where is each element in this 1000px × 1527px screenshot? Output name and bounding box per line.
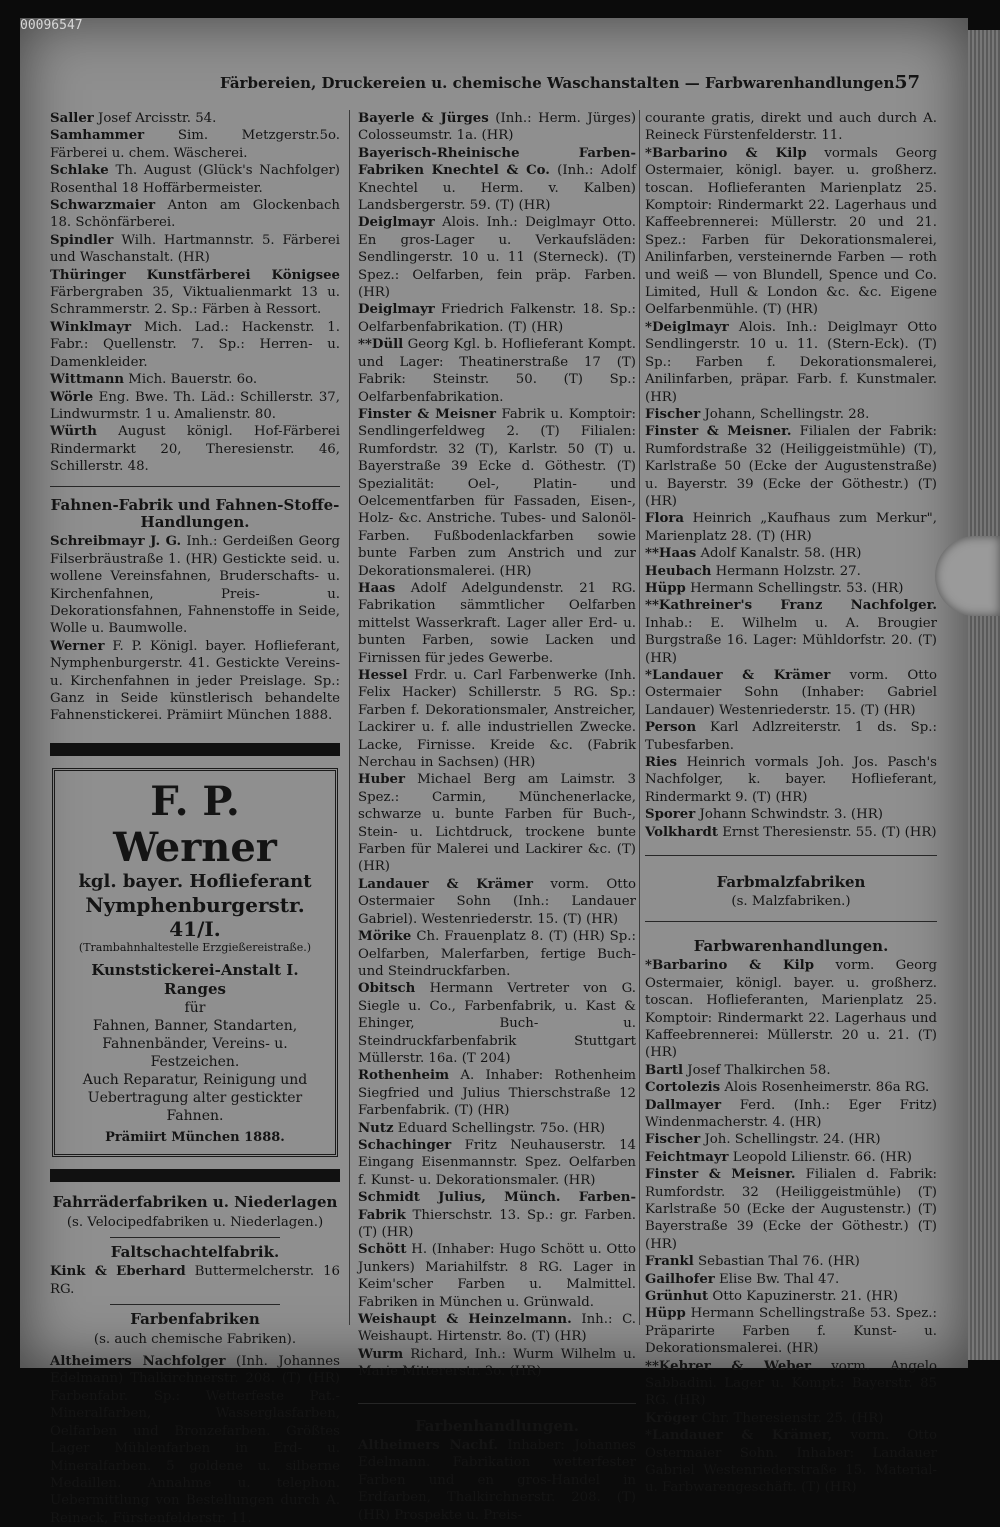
entry-name: Flora	[645, 511, 684, 527]
entry-list	[50, 110, 340, 476]
directory-entry	[645, 1288, 937, 1305]
entry-text: Richard, Inh.: Wurm Wilhelm u. Marie Mittererstr. 3o. (HR)	[358, 1346, 636, 1380]
entry-name: Bayerisch-Rheinische Farben-Fabriken Knechtel & Co.	[358, 145, 636, 179]
entry-text: Sebastian Thal 76. (HR)	[698, 1254, 860, 1270]
divider	[110, 1237, 280, 1238]
entry-name: Kink & Eberhard	[50, 1264, 186, 1280]
entry-text: courante gratis, direkt und auch durch A. Reineck Fürstenfelderstr. 11.	[645, 111, 937, 144]
ad-products: Fahnen, Banner, Standarten, Fahnenbänder, Vereins- u. Festzeichen.	[92, 1017, 298, 1070]
entry-name: Rothenheim	[358, 1068, 450, 1084]
entry-text: Eng. Bwe. Th. Läd.: Schillerstr. 37, Lindwurmstr. 1 u. Amalienstr. 80.	[50, 389, 340, 422]
column-2	[358, 110, 636, 1524]
directory-entry	[358, 336, 636, 406]
directory-entry	[50, 162, 340, 197]
section-note: (s. Malzfabriken.)	[731, 894, 851, 910]
entry-text: Filialen der Fabrik: Rumfordstraße 32 (Heiliggeistmühle) (T), Karlstraße 50 (Ecke der Augustenstraße) u. Bayerstr. 39 (Ecke der Göthestr.) (T) (HR)	[645, 424, 938, 509]
header-title: Färbereien, Druckereien u. chemische Waschanstalten — Farbwarenhandlungen.	[220, 74, 900, 92]
entry-name: Deiglmayr	[358, 215, 435, 231]
entry-text: vorm. Otto Ostermaier Sohn. Inhaber: Landauer Gabriel Westenriederstraße 15. Material- u. Farbwarengeschäft. (T) (HR)	[645, 1428, 937, 1496]
entry-text: Hermann Holzstr. 27.	[715, 563, 861, 579]
directory-entry	[645, 806, 937, 823]
section-note: (s. Velocipedfabriken u. Niederlagen.)	[66, 1214, 324, 1230]
directory-entry	[645, 510, 937, 545]
directory-entry	[645, 1131, 937, 1148]
directory-entry	[645, 1271, 937, 1288]
entry-text: Chr. Theresienstr. 25. (HR)	[701, 1410, 884, 1426]
directory-page	[20, 18, 968, 1526]
entry-name: Bartl	[645, 1062, 684, 1078]
entry-text: Fritz Neuhauserstr. 14 Eingang Eisenmannstr. Spez. Oelfarben f. Kunst- u. Dekorationsmaler. (HR)	[358, 1137, 636, 1188]
directory-entry	[50, 319, 340, 371]
werner-advertisement	[52, 768, 338, 1157]
entry-name: Dallmayer	[645, 1097, 722, 1113]
directory-entry	[50, 127, 340, 162]
entry-name: Schwarzmaier	[50, 198, 156, 214]
ad-award: Prämiirt München 1888.	[105, 1129, 285, 1145]
entry-name: Landauer & Krämer	[358, 876, 533, 892]
section-heading: Faltschachtelfabrik.	[110, 1243, 280, 1262]
directory-entry	[645, 754, 937, 806]
directory-entry	[50, 638, 340, 725]
running-header	[220, 74, 920, 92]
entry-name: Bayerle & Jürges	[358, 111, 489, 126]
entry-text: Alois Rosenheimerstr. 86a RG.	[724, 1080, 930, 1096]
directory-entry	[358, 406, 636, 580]
directory-entry	[645, 597, 937, 667]
entry-name: Cortolezis	[645, 1080, 721, 1096]
entry-name: Fischer	[645, 1132, 701, 1148]
entry-name: Saller	[50, 111, 94, 126]
directory-entry	[358, 1137, 636, 1189]
entry-text: Sim. Metzgerstr.5o. Färberei u. chem. Wäscherei.	[50, 128, 340, 161]
section-heading: Farbenhandlungen.	[414, 1416, 580, 1435]
column-divider	[349, 110, 350, 1325]
section-note: (s. auch chemische Fabriken).	[93, 1331, 297, 1347]
entry-list	[50, 1263, 340, 1298]
entry-text: vorm. Georg Ostermaier, königl. bayer. u. großherz. toscan. Hoflieferanten, Marienplatz 25. Komptoir: Rindermarkt 22. Lagerhaus und Kaffeebrennerei: Müllerstr. 20 u. 21. (T) (HR)	[645, 958, 937, 1061]
entry-text: Inhaber: Johannes Edelmann. Fabrikation wetterfester Farben und en gros-Handel in Erdfarben, Thalkirchnerstr. 208. (T) (HR) Prospekte u. Preis-	[358, 1438, 636, 1523]
directory-entry	[358, 876, 636, 928]
entry-text: Eduard Schellingstr. 75o. (HR)	[397, 1120, 606, 1136]
directory-entry	[358, 1437, 636, 1524]
entry-text: Joh. Schellingstr. 24. (HR)	[704, 1132, 881, 1148]
entry-text: Otto Kapuzinerstr. 21. (HR)	[712, 1289, 899, 1304]
entry-name: Hüpp	[645, 580, 686, 596]
directory-entry	[645, 1305, 937, 1357]
ad-tram-note: (Trambahnhaltestelle Erzgießereistraße.)	[78, 940, 312, 954]
divider	[50, 486, 340, 487]
entry-name: Winklmayr	[50, 319, 132, 335]
directory-entry	[645, 957, 937, 1061]
entry-name: Sporer	[645, 807, 696, 823]
entry-name: Nutz	[358, 1120, 394, 1136]
entry-text: Th. August (Glück's Nachfolger) Rosenthal 18 Hoffärbermeister.	[50, 163, 340, 196]
entry-name: Finster & Meisner.	[645, 1167, 796, 1183]
entry-name: **Kathreiner's Franz Nachfolger.	[645, 598, 937, 614]
entry-list	[645, 110, 937, 841]
entry-text: Heinrich „Kaufhaus zum Merkur", Marienplatz 28. (T) (HR)	[645, 511, 937, 544]
directory-entry	[645, 423, 937, 510]
entry-name: Deiglmayr	[358, 302, 435, 318]
entry-text: Adolf Kanalstr. 58. (HR)	[700, 546, 862, 562]
directory-entry	[645, 1166, 937, 1253]
directory-entry	[358, 110, 636, 145]
section-heading: Farbwarenhandlungen.	[693, 936, 889, 955]
directory-entry	[358, 1189, 636, 1241]
entry-name: Mörike	[358, 929, 412, 945]
entry-list	[50, 533, 340, 724]
entry-list	[645, 957, 937, 1497]
entry-name: **Haas	[645, 546, 697, 562]
entry-text: Ernst Theresienstr. 55. (T) (HR)	[722, 824, 937, 840]
entry-text: Josef Arcisstr. 54.	[98, 111, 217, 126]
entry-list	[358, 1437, 636, 1524]
entry-text: Anton am Glockenbach 18. Schönfärberei.	[50, 198, 340, 231]
entry-name: Spindler	[50, 232, 114, 248]
directory-entry	[358, 580, 636, 667]
ad-company-name: F. P. Werner	[113, 777, 277, 871]
entry-name: Schmidt Julius, Münch. Farben-Fabrik	[358, 1190, 636, 1223]
directory-entry	[50, 232, 340, 267]
entry-name: Wörle	[50, 389, 94, 405]
column-3	[645, 110, 937, 1497]
ad-tagline: Kunststickerei-Anstalt I. Ranges	[91, 960, 299, 998]
entry-name: Schlake	[50, 163, 109, 179]
entry-text: vorm. Angelo Sabbadini. Lager u. Kompt.: Bayerstr. 85 RG. (HR)	[645, 1358, 937, 1409]
entry-text: Michael Berg am Laimstr. 3 Spez.: Carmin, Münchenerlacke, schwarze u. bunte Farben für Buch-, Stein- u. Lichtdruck, trockene bunte Farben für Malerei und Lackirer &c. (T) (HR)	[358, 772, 636, 875]
entry-name: Thüringer Kunstfärberei Königsee	[50, 267, 340, 283]
directory-entry	[645, 545, 937, 562]
entry-name: *Barbarino & Kilp	[645, 958, 814, 974]
entry-text: Alois. Inh.: Deiglmayr Otto Sendlingerstr. 10 u. 11. (Stern-Eck). (T) Sp.: Farben f. Dekorationsmalerei, Anilinfarben, präpar. Farb. f. Kunstmaler. (HR)	[645, 319, 937, 405]
entry-text: H. (Inhaber: Hugo Schött u. Otto Junkers) Mariahilfstr. 8 RG. Lager in Keim'scher Farben u. Malmittel. Fabriken in München u. Grünwald.	[358, 1242, 636, 1310]
directory-entry	[645, 667, 937, 719]
directory-entry	[645, 824, 937, 841]
entry-text: Inh.: Gerdeißen Georg Filserbräustraße 1. (HR) Gestickte seid. u. wollene Vereinsfahnen, Bruderschafts- u. Kirchenfahnen, Preis- u. Dekorationsfahnen, Fahnenstoffe in Seide, Wolle u. Baumwolle.	[50, 534, 340, 637]
directory-entry	[645, 406, 937, 423]
entry-text: Friedrich Falkenstr. 18. Sp.: Oelfarbenfabrikation. (T) (HR)	[358, 302, 636, 335]
entry-text: Alois. Inh.: Deiglmayr Otto. En gros-Lager u. Verkaufsläden: Sendlingerstr. 10 u. 11 (Sterneck). (T) Spez.: Oelfarben, fein präp. Farben. (HR)	[358, 215, 637, 301]
entry-name: Samhammer	[50, 128, 145, 144]
directory-entry	[50, 389, 340, 424]
entry-name: **Düll	[358, 337, 404, 353]
section-heading: Fahnen-Fabrik und Fahnen-Stoffe-Handlungen.	[50, 495, 340, 531]
entry-text: Wilh. Hartmannstr. 5. Färberei und Waschanstalt. (HR)	[50, 232, 340, 266]
directory-entry	[358, 1311, 636, 1346]
entry-text: Inh.: C. Weishaupt. Hirtenstr. 8o. (T) (HR)	[358, 1312, 636, 1345]
entry-name: **Kehrer & Weber	[645, 1358, 812, 1374]
entry-name: Hessel	[358, 668, 408, 683]
entry-text: Färbergraben 35, Viktualienmarkt 13 u. Schrammerstr. 2. Sp.: Färben à Ressort.	[50, 285, 340, 318]
directory-entry	[358, 1346, 636, 1381]
entry-text: vorm. Otto Ostermaier Sohn (Inh.: Landauer Gabriel). Westenriederstr. 15. (T) (HR)	[358, 876, 637, 927]
entry-text: Hermann Vertreter von G. Siegle u. Co., Farbenfabrik, u. Kast & Ehinger, Buch- u. Steindruckfarbenfabrik Stuttgart Müllerstr. 16a. (T 204)	[358, 981, 636, 1066]
column-1	[50, 110, 340, 1527]
entry-text: Josef Thalkirchen 58.	[687, 1062, 831, 1078]
entry-name: Wittmann	[50, 372, 125, 388]
directory-entry	[358, 1241, 636, 1311]
entry-text: Karl Adlzreiterstr. 1 ds. Sp.: Tubesfarben.	[645, 720, 938, 753]
directory-entry	[645, 110, 937, 145]
catalog-stamp: 00096547	[20, 18, 83, 33]
entry-text: Inhab.: E. Wilhelm u. A. Brougier Burgstraße 16. Lager: Mühldorfstr. 20. (T) (HR)	[645, 615, 937, 666]
directory-entry	[358, 928, 636, 980]
entry-name: Huber	[358, 772, 405, 788]
directory-entry	[358, 214, 636, 301]
directory-entry	[645, 1410, 937, 1427]
entry-name: Obitsch	[358, 981, 416, 997]
divider	[358, 1403, 636, 1404]
directory-entry	[50, 371, 340, 388]
page-number: 57	[894, 72, 920, 93]
entry-name: Feichtmayr	[645, 1149, 729, 1165]
divider	[110, 1304, 280, 1305]
directory-entry	[50, 1263, 340, 1298]
entry-name: Finster & Meisner	[358, 406, 496, 422]
entry-name: Schött	[358, 1242, 407, 1258]
entry-name: Person	[645, 720, 697, 736]
entry-name: Finster & Meisner.	[645, 424, 792, 440]
entry-text: Ch. Frauenplatz 8. (T) (HR) Sp.: Oelfarben, Malerfarben, fertige Buch- und Steindruckfarben.	[358, 929, 637, 979]
entry-text: Ferd. (Inh.: Eger Fritz) Windenmacherstr. 4. (HR)	[645, 1097, 937, 1130]
black-rule	[50, 743, 340, 756]
directory-entry	[358, 980, 636, 1067]
entry-name: Würth	[50, 424, 97, 440]
directory-entry	[645, 1079, 937, 1096]
directory-entry	[50, 267, 340, 319]
entry-name: Schreibmayr J. G.	[50, 534, 182, 550]
directory-entry	[358, 1067, 636, 1119]
directory-entry	[645, 145, 937, 319]
entry-name: Hüpp	[645, 1306, 686, 1322]
black-rule	[50, 1169, 340, 1182]
entry-name: Schachinger	[358, 1137, 452, 1153]
entry-text: (Inh.: Herm. Jürges) Colosseumstr. 1a. (HR)	[358, 111, 637, 144]
directory-entry	[50, 197, 340, 232]
entry-text: (Inh. Johannes Edelmann) Thalkirchnerstr. 208. (T) (HR) Farbenfabr. Sp.: Wetterfeste Pat.-Mineralfarben, Wasserglasfarben, Oelfarben und Bronzefarben. Größtes Lager Mühlenfarben in Erd- u. Mineralfarben. 5 goldene u. silberne Medaillen. Annahme u. telephon. Uebermittlung von Bestellungen durch A. Reineck, Fürstenfelderstr. 11.	[50, 1354, 340, 1526]
directory-entry	[50, 110, 340, 127]
directory-entry	[645, 1253, 937, 1270]
divider	[645, 855, 937, 856]
entry-text: Mich. Lad.: Hackenstr. 1. Fabr.: Quellenstr. 7. Sp.: Herren- u. Damenkleider.	[50, 319, 340, 370]
entry-name: Grünhut	[645, 1289, 709, 1304]
entry-text: Georg Kgl. b. Hoflieferant Kompt. und Lager: Theatinerstraße 17 (T) Fabrik: Steinstr. 50. (T) Sp.: Oelfarbenfabrikation.	[358, 337, 637, 405]
directory-entry	[50, 1353, 340, 1527]
section-heading: Farbenfabriken	[130, 1310, 260, 1329]
entry-name: Frankl	[645, 1254, 694, 1270]
entry-list	[50, 1353, 340, 1527]
entry-name: Kröger	[645, 1410, 698, 1426]
entry-name: Werner	[50, 638, 105, 654]
entry-text: Fabrik u. Komptoir: Sendlingerfeldweg 2. (T) Filialen: Rumfordstr. 32 (T), Karlstr. 50 (T) u. Bayerstraße 39 Ecke d. Göthestr. (T) Spezialität: Oel-, Platin- und Oelcementfarben für Fassaden, Eisen-, Holz- &c. Anstriche. Tubes- und Salonöl-Farben. Fußbodenlackfarben sowie bunte Farben zum Anstrich und zur Dekorationsmalerei. (HR)	[358, 406, 636, 579]
directory-entry	[645, 1062, 937, 1079]
entry-text: Filialen d. Fabrik: Rumfordstr. 32 (Heiliggeistmühle) (T) Karlstraße 50 (Ecke der Augustenstr.) (T) Bayerstraße 39 (Ecke der Göthestr.) (T) (HR)	[645, 1167, 938, 1252]
divider	[645, 921, 937, 922]
entry-name: Weishaupt & Heinzelmann.	[358, 1312, 572, 1328]
section-heading: Fahrräderfabriken u. Niederlagen	[52, 1193, 338, 1212]
entry-text: Frdr. u. Carl Farbenwerke (Inh. Felix Hacker) Schillerstr. 5 RG. Sp.: Farben f. Dekorationsmaler, Anstreicher, Lackirer u. f. alle industriellen Zwecke. Lacke, Firnisse. Kreide &c. (Fabrik Nerchau in Sachsen) (HR)	[358, 668, 636, 771]
entry-text: Johann Schwindstr. 3. (HR)	[699, 807, 883, 823]
directory-entry	[358, 301, 636, 336]
entry-name: Ries	[645, 755, 678, 771]
section-heading: Farbmalzfabriken	[716, 873, 866, 892]
entry-name: Haas	[358, 580, 396, 596]
directory-entry	[645, 1097, 937, 1132]
entry-name: Altheimers Nachfolger	[50, 1354, 226, 1370]
ad-for: für	[184, 999, 206, 1016]
directory-entry	[50, 423, 340, 475]
directory-entry	[358, 145, 636, 215]
entry-name: *Landauer & Krämer	[645, 668, 831, 683]
entry-name: *Deiglmayr	[645, 319, 729, 335]
ad-title: kgl. bayer. Hoflieferant	[78, 870, 312, 892]
entry-text: August königl. Hof-Färberei Rindermarkt 20, Theresienstr. 46, Schillerstr. 48.	[50, 424, 340, 475]
directory-entry	[358, 1120, 636, 1137]
directory-entry	[645, 719, 937, 754]
entry-text: A. Inhaber: Rothenheim Siegfried und Julius Thierschstraße 12 Farbenfabrik. (T) (HR)	[358, 1068, 636, 1119]
entry-name: Wurm	[358, 1346, 404, 1362]
directory-entry	[358, 667, 636, 771]
entry-text: vorm. Otto Ostermaier Sohn (Inhaber: Gabriel Landauer) Westenriederstr. 15. (T) (HR)	[645, 668, 937, 718]
directory-entry	[645, 1358, 937, 1410]
entry-name: *Landauer & Krämer,	[645, 1428, 833, 1444]
ad-services: Auch Reparatur, Reinigung und Uebertragung alter gestickter Fahnen.	[82, 1071, 308, 1124]
entry-text: Elise Bw. Thal 47.	[719, 1271, 840, 1287]
directory-entry	[50, 533, 340, 637]
directory-entry	[645, 1149, 937, 1166]
entry-name: Volkhardt	[645, 824, 718, 840]
book-edge	[968, 30, 1000, 1360]
entry-text: Hermann Schellingstraße 53. Spez.: Präparirte Farben f. Kunst- u. Dekorationsmalerei. (HR)	[645, 1306, 937, 1357]
directory-entry	[645, 319, 937, 406]
entry-text: F. P. Königl. bayer. Hoflieferant, Nymphenburgerstr. 41. Gestickte Vereins- u. Kirchenfahnen in jeder Preislage. Sp.: Ganz in Seide künstlerisch behandelte Fahnenstickerei. Prämiirt München 1888.	[50, 638, 340, 724]
entry-text: Adolf Adelgundenstr. 21 RG. Fabrikation sämmtlicher Oelfarben mittelst Wasserkraft. Lager aller Erd- u. bunten Farben, sowie Lacken und Firnissen für jedes Gewerbe.	[358, 580, 637, 666]
entry-text: vormals Georg Ostermaier, königl. bayer. u. großherz. toscan. Hoflieferanten Marienplatz 25. Komptoir: Rindermarkt 22. Lagerhaus und Kaffeebrennerei: Müllerstr. 20 und 21. Spez.: Farben für Dekorationsmalerei, Anilinfarben, versteinernde Farben — roth und weiß — von Blundell, Spence und Co. Limited, Hull & London &c. &c. Eigene Oelfarbenmühle. (T) (HR)	[645, 145, 938, 318]
directory-entry	[645, 1427, 937, 1497]
entry-name: Altheimers Nachf.	[358, 1438, 498, 1454]
entry-text: Leopold Lilienstr. 66. (HR)	[732, 1149, 912, 1165]
entry-text: Heinrich vormals Joh. Jos. Pasch's Nachfolger, k. bayer. Hoflieferant, Rindermarkt 9. (T) (HR)	[645, 755, 937, 805]
entry-name: *Barbarino & Kilp	[645, 145, 807, 161]
entry-name: Heubach	[645, 563, 712, 579]
entry-text: Buttermelcherstr. 16 RG.	[50, 1264, 340, 1297]
entry-text: Hermann Schellingstr. 53. (HR)	[690, 580, 904, 596]
directory-entry	[645, 563, 937, 580]
entry-name: Fischer	[645, 406, 701, 422]
entry-text: Johann, Schellingstr. 28.	[704, 406, 870, 422]
directory-entry	[358, 771, 636, 875]
directory-entry	[645, 580, 937, 597]
ad-address: Nymphenburgerstr. 41/I.	[85, 892, 305, 941]
column-divider	[639, 110, 640, 1325]
entry-name: Gailhofer	[645, 1271, 715, 1287]
entry-text: (Inh.: Adolf Knechtel u. Herm. v. Kalben) Landsbergerstr. 59. (T) (HR)	[358, 163, 636, 214]
entry-text: Mich. Bauerstr. 6o.	[128, 372, 258, 388]
entry-text: Thierschstr. 13. Sp.: gr. Farben. (T) (HR)	[358, 1207, 636, 1240]
entry-list	[358, 110, 636, 1381]
